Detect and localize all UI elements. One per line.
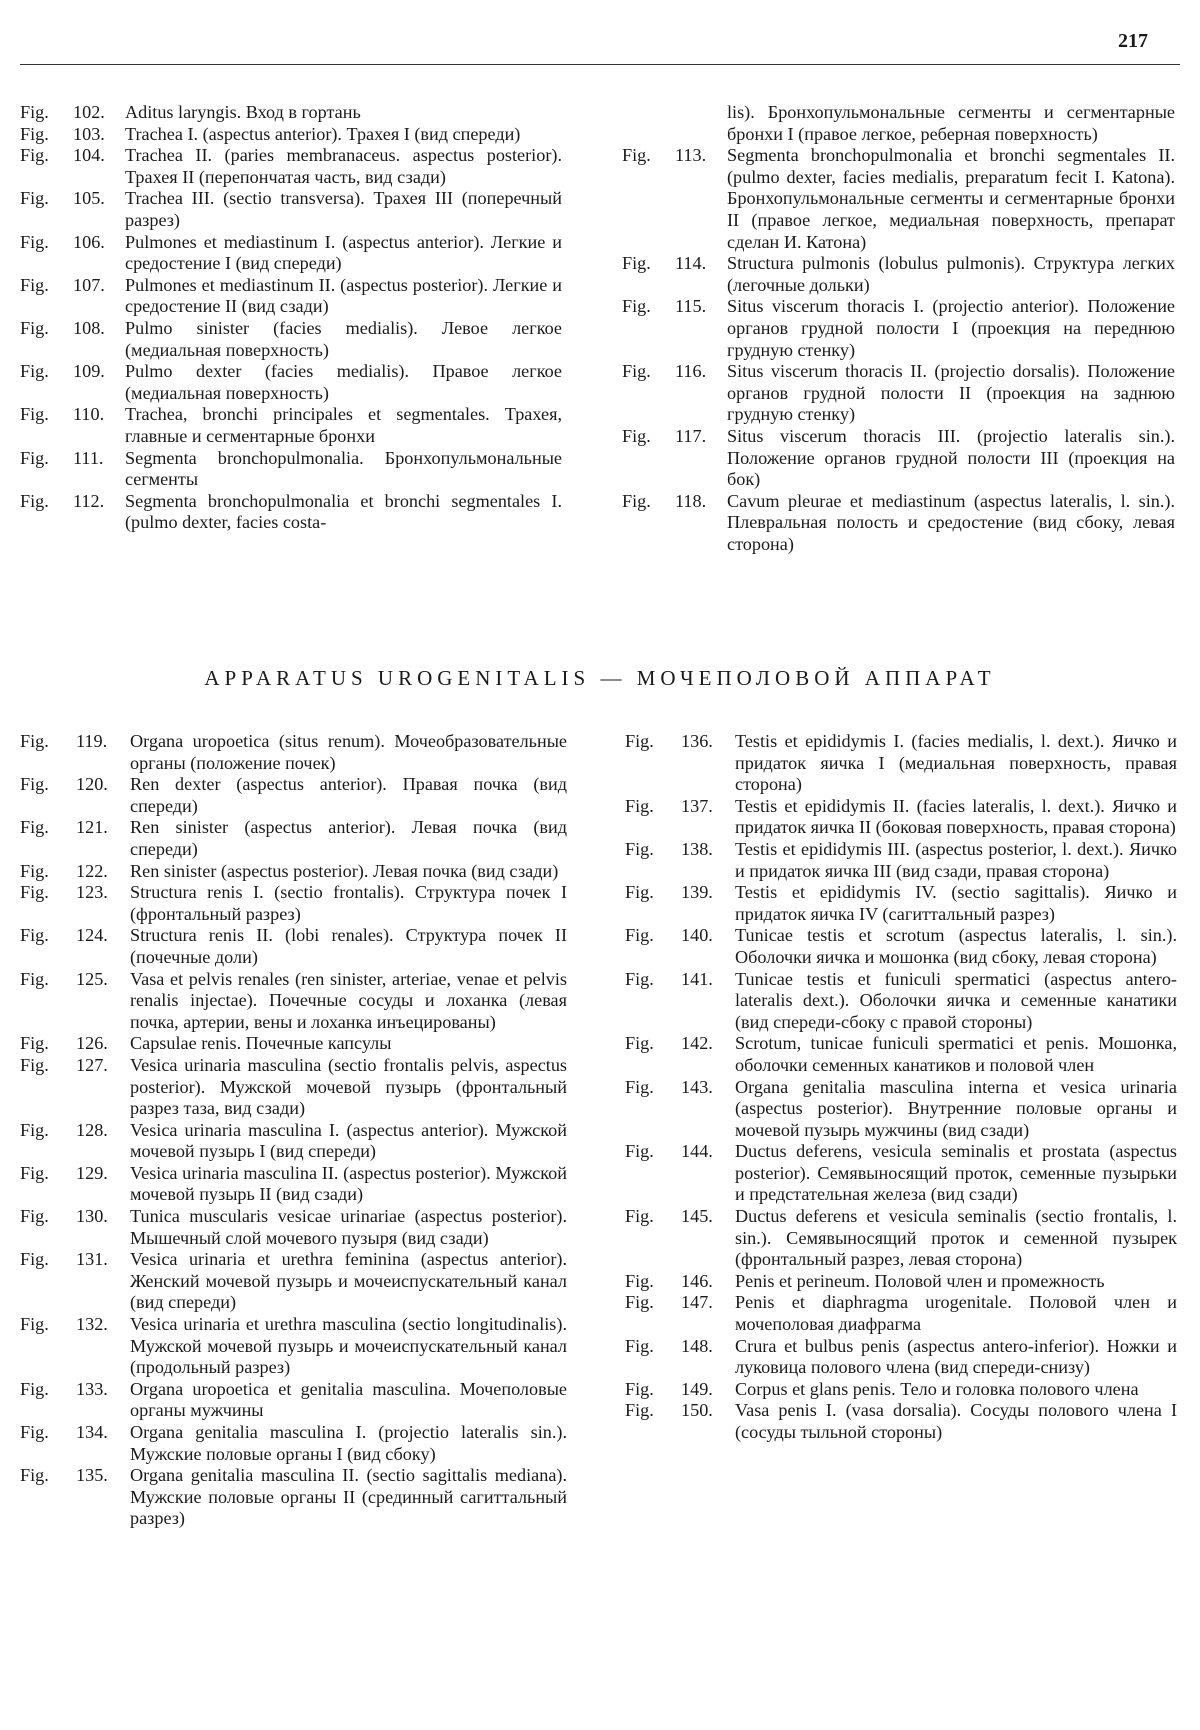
figure-number: 119. <box>76 731 108 751</box>
figure-number: 103. <box>73 123 105 144</box>
figure-entry <box>20 1033 567 1055</box>
figure-caption: Ductus deferens, vesicula seminalis et prostata (aspectus posterior). Семявыносящий проток, семенные пузырьки и предстательная железа (вид сзади) <box>735 1141 1177 1205</box>
figure-number: 125. <box>76 968 108 989</box>
figure-number: 133. <box>76 1378 108 1399</box>
figure-prefix: Fig. <box>20 231 49 252</box>
figure-number: 126. <box>76 1033 108 1054</box>
figure-number: 143. <box>681 1076 713 1097</box>
figure-prefix: Fig. <box>20 925 49 946</box>
figure-prefix: Fig. <box>20 361 49 382</box>
figure-caption: Organa uropoetica et genitalia masculina. Мочеполовые органы мужчины <box>130 1378 567 1421</box>
figure-number: 102. <box>73 102 105 122</box>
figure-entry <box>625 1141 1177 1206</box>
figure-number: 140. <box>681 925 713 946</box>
figure-number: 141. <box>681 968 713 989</box>
continued-entry-text: lis). Бронхопульмональные сегменты и сегментарные бронхи I (правое легкое, реберная поверхность) <box>727 102 1175 144</box>
figure-caption: Penis et diaphragma urogenitale. Половой член и мочеполовая диафрагма <box>735 1292 1177 1335</box>
figure-prefix: Fig. <box>20 1378 49 1399</box>
figure-prefix: Fig. <box>20 1119 49 1140</box>
figure-caption: Vesica urinaria masculina I. (aspectus anterior). Мужской мочевой пузырь I (вид спереди) <box>130 1119 567 1162</box>
figure-entry <box>622 361 1175 426</box>
figure-prefix: Fig. <box>20 860 49 881</box>
figure-number: 121. <box>76 817 108 838</box>
figure-prefix: Fig. <box>20 882 49 903</box>
figure-entry <box>622 491 1175 556</box>
figure-prefix: Fig. <box>622 361 651 382</box>
figure-caption: Scrotum, tunicae funiculi spermatici et penis. Мошонка, оболочки семенных канатиков и половой член <box>735 1033 1177 1075</box>
figure-number: 110. <box>73 404 105 425</box>
figure-caption: Vasa et pelvis renales (ren sinister, arteriae, venae et pelvis renalis injectae). Почечные сосуды и лоханка (левая почка, артерии, вены и лоханка инъецированы) <box>130 968 567 1032</box>
figure-entry <box>20 188 562 231</box>
figure-entry <box>20 275 562 318</box>
figure-prefix: Fig. <box>625 1400 654 1421</box>
figure-number: 114. <box>675 253 707 274</box>
figure-entry <box>625 1400 1177 1443</box>
figure-caption: Testis et epididymis I. (facies medialis, l. dext.). Яичко и придаток яичка I (медиальная поверхность, правая сторона) <box>735 731 1177 795</box>
figure-entry <box>20 491 562 534</box>
figure-entry <box>625 839 1177 882</box>
figure-entry <box>625 1077 1177 1142</box>
figure-caption: Testis et epididymis III. (aspectus posterior, l. dext.). Яичко и придаток яичка III (вид сзади, правая сторона) <box>735 838 1177 881</box>
upper-right-column <box>622 102 1175 555</box>
figure-prefix: Fig. <box>625 1076 654 1097</box>
figure-caption: Testis et epididymis IV. (sectio sagittalis). Яичко и придаток яичка IV (сагиттальный разрез) <box>735 882 1177 924</box>
figure-prefix: Fig. <box>20 1054 49 1075</box>
figure-caption: Vesica urinaria masculina (sectio frontalis pelvis, aspectus posterior). Мужской мочевой пузырь (фронтальный разрез таза, вид сзади) <box>130 1054 567 1119</box>
figure-caption: Segmenta bronchopulmonalia. Бронхопульмональные сегменты <box>125 447 562 490</box>
figure-prefix: Fig. <box>622 296 651 317</box>
section-title: APPARATUS UROGENITALIS — МОЧЕПОЛОВОЙ АППАРАТ <box>204 666 996 690</box>
figure-prefix: Fig. <box>20 274 49 295</box>
figure-caption: Trachea, bronchi principales et segmentales. Трахея, главные и сегментарные бронхи <box>125 404 562 446</box>
figure-number: 107. <box>73 274 105 295</box>
figure-prefix: Fig. <box>20 1249 49 1270</box>
figure-caption: Vasa penis I. (vasa dorsalia). Сосуды полового члена I (сосуды тыльной стороны) <box>735 1400 1177 1442</box>
header-rule <box>20 64 1180 65</box>
lower-right-column <box>625 731 1177 1444</box>
figure-caption: Organa genitalia masculina II. (sectio sagittalis mediana). Мужские половые органы II (срединный сагиттальный разрез) <box>130 1465 567 1529</box>
figure-number: 116. <box>675 361 707 382</box>
figure-entry <box>622 145 1175 253</box>
page-number: 217 <box>1118 30 1148 52</box>
figure-prefix: Fig. <box>20 447 49 468</box>
figure-number: 145. <box>681 1206 713 1227</box>
figure-caption: Testis et epididymis II. (facies lateralis, l. dext.). Яичко и придаток яичка II (боковая поверхность, правая сторона) <box>735 795 1177 838</box>
figure-prefix: Fig. <box>625 925 654 946</box>
figure-caption: Situs viscerum thoracis I. (projectio anterior). Положение органов грудной полости I (проекция на переднюю грудную стенку) <box>727 296 1175 360</box>
upper-left-column <box>20 102 562 534</box>
figure-prefix: Fig. <box>625 1141 654 1162</box>
figure-entry <box>20 1379 567 1422</box>
figure-number: 150. <box>681 1400 713 1421</box>
figure-number: 129. <box>76 1162 108 1183</box>
figure-entry <box>20 1120 567 1163</box>
figure-caption: Pulmones et mediastinum I. (aspectus anterior). Легкие и средостение I (вид спереди) <box>125 231 562 274</box>
figure-number: 144. <box>681 1141 713 1162</box>
figure-caption: Pulmo dexter (facies medialis). Правое легкое (медиальная поверхность) <box>125 361 562 403</box>
figure-entry <box>20 361 562 404</box>
figure-entry <box>20 817 567 860</box>
figure-number: 118. <box>675 490 707 511</box>
figure-number: 131. <box>76 1249 108 1270</box>
figure-prefix: Fig. <box>20 123 49 144</box>
figure-caption: Penis et perineum. Половой член и промежность <box>735 1270 1105 1291</box>
figure-entry <box>20 925 567 968</box>
figure-caption: Vesica urinaria masculina II. (aspectus posterior). Мужской мочевой пузырь II (вид сзади) <box>130 1162 567 1205</box>
figure-caption: Structura renis II. (lobi renales). Структура почек II (почечные доли) <box>130 925 567 967</box>
figure-prefix: Fig. <box>20 145 49 166</box>
figure-caption: Situs viscerum thoracis III. (projectio lateralis sin.). Положение органов грудной полости III (проекция на бок) <box>727 425 1175 490</box>
figure-prefix: Fig. <box>622 490 651 511</box>
figure-number: 106. <box>73 231 105 252</box>
figure-entry <box>625 796 1177 839</box>
figure-caption: Vesica urinaria et urethra masculina (sectio longitudinalis). Мужской мочевой пузырь и мочеиспускательный канал (продольный разрез) <box>130 1314 567 1378</box>
figure-entry <box>625 925 1177 968</box>
figure-number: 115. <box>675 296 707 317</box>
figure-prefix: Fig. <box>20 490 49 511</box>
figure-entry <box>20 1055 567 1120</box>
figure-entry <box>625 1379 1177 1401</box>
figure-number: 123. <box>76 882 108 903</box>
figure-entry <box>20 774 567 817</box>
figure-prefix: Fig. <box>625 1378 654 1399</box>
figure-prefix: Fig. <box>625 1270 654 1291</box>
figure-caption: Trachea II. (paries membranaceus. aspectus posterior). Трахея II (перепончатая часть, вид сзади) <box>125 145 562 187</box>
figure-caption: Tunica muscularis vesicae urinariae (aspectus posterior). Мышечный слой мочевого пузыря (вид сзади) <box>130 1206 567 1248</box>
figure-entry <box>625 1206 1177 1271</box>
figure-prefix: Fig. <box>622 145 651 166</box>
figure-number: 139. <box>681 882 713 903</box>
figure-number: 104. <box>73 145 105 166</box>
figure-number: 122. <box>76 860 108 881</box>
figure-caption: Vesica urinaria et urethra feminina (aspectus anterior). Женский мочевой пузырь и мочеиспускательный канал (вид спереди) <box>130 1249 567 1313</box>
figure-number: 134. <box>76 1422 108 1442</box>
figure-caption: Tunicae testis et funiculi spermatici (aspectus antero-lateralis dext.). Оболочки яичка и семенные канатики (вид спереди-сбоку с правой стороны) <box>735 968 1177 1032</box>
figure-number: 147. <box>681 1292 713 1313</box>
figure-prefix: Fig. <box>20 317 49 338</box>
figure-entry <box>20 861 567 883</box>
figure-entry <box>622 296 1175 361</box>
figure-caption: Ren dexter (aspectus anterior). Правая почка (вид спереди) <box>130 774 567 816</box>
figure-entry <box>625 731 1177 796</box>
figure-number: 142. <box>681 1033 713 1054</box>
figure-entry <box>622 426 1175 491</box>
figure-caption: Organa genitalia masculina I. (projectio lateralis sin.). Мужские половые органы I (вид сбоку) <box>130 1422 567 1464</box>
figure-caption: Corpus et glans penis. Тело и головка полового члена <box>735 1378 1139 1399</box>
figure-prefix: Fig. <box>625 1292 654 1313</box>
figure-caption: Capsulae renis. Почечные капсулы <box>130 1033 392 1054</box>
lower-left-column <box>20 731 567 1530</box>
figure-number: 117. <box>675 425 707 446</box>
figure-number: 111. <box>73 447 104 468</box>
figure-prefix: Fig. <box>20 1162 49 1183</box>
figure-caption: Crura et bulbus penis (aspectus antero-inferior). Ножки и луковица полового члена (вид спереди-снизу) <box>735 1335 1177 1378</box>
figure-caption: Tunicae testis et scrotum (aspectus lateralis, l. sin.). Оболочки яичка и мошонка (вид сбоку, левая сторона) <box>735 925 1177 967</box>
figure-entry <box>20 124 562 146</box>
figure-prefix: Fig. <box>625 882 654 903</box>
figure-prefix: Fig. <box>20 188 49 209</box>
figure-entry <box>20 448 562 491</box>
figure-caption: Organa uropoetica (situs renum). Мочеобразовательные органы (положение почек) <box>130 731 567 773</box>
figure-entry <box>20 731 567 774</box>
figure-entry <box>20 1206 567 1249</box>
figure-caption: Ren sinister (aspectus anterior). Левая почка (вид спереди) <box>130 817 567 859</box>
figure-prefix: Fig. <box>20 731 49 751</box>
figure-prefix: Fig. <box>20 102 49 122</box>
figure-entry <box>20 404 562 447</box>
figure-number: 108. <box>73 317 105 338</box>
figure-entry <box>625 1292 1177 1335</box>
figure-entry <box>20 1163 567 1206</box>
figure-prefix: Fig. <box>20 404 49 425</box>
figure-caption: Pulmo sinister (facies medialis). Левое легкое (медиальная поверхность) <box>125 317 562 360</box>
figure-caption: Cavum pleurae et mediastinum (aspectus lateralis, l. sin.). Плевральная полость и средостение (вид сбоку, левая сторона) <box>727 490 1175 554</box>
figure-caption: Trachea I. (aspectus anterior). Трахея I (вид спереди) <box>125 123 521 144</box>
figure-entry <box>622 253 1175 296</box>
figure-entry <box>20 1314 567 1379</box>
figure-prefix: Fig. <box>20 774 49 795</box>
figure-number: 130. <box>76 1206 108 1227</box>
figure-entry <box>625 1033 1177 1076</box>
figure-prefix: Fig. <box>622 253 651 274</box>
figure-prefix: Fig. <box>625 838 654 859</box>
figure-entry <box>20 318 562 361</box>
figure-number: 148. <box>681 1335 713 1356</box>
figure-prefix: Fig. <box>622 425 651 446</box>
figure-number: 128. <box>76 1119 108 1140</box>
figure-prefix: Fig. <box>20 1033 49 1054</box>
figure-number: 109. <box>73 361 105 382</box>
figure-prefix: Fig. <box>20 1465 49 1486</box>
figure-number: 113. <box>675 145 707 166</box>
figure-entry <box>20 882 567 925</box>
figure-caption: Pulmones et mediastinum II. (aspectus posterior). Легкие и средостение II (вид сзади) <box>125 274 562 317</box>
figure-entry <box>625 1271 1177 1293</box>
figure-caption: Structura renis I. (sectio frontalis). Структура почек I (фронтальный разрез) <box>130 882 567 924</box>
figure-entry <box>20 145 562 188</box>
figure-number: 135. <box>76 1465 108 1486</box>
figure-prefix: Fig. <box>625 731 654 751</box>
figure-caption: Segmenta bronchopulmonalia et bronchi segmentales I. (pulmo dexter, facies costa- <box>125 490 562 533</box>
figure-entry <box>625 882 1177 925</box>
figure-entry <box>625 969 1177 1034</box>
figure-entry <box>20 1249 567 1314</box>
figure-number: 138. <box>681 838 713 859</box>
figure-prefix: Fig. <box>625 1206 654 1227</box>
figure-prefix: Fig. <box>625 795 654 816</box>
figure-number: 137. <box>681 795 713 816</box>
figure-entry <box>20 232 562 275</box>
figure-prefix: Fig. <box>625 1033 654 1054</box>
figure-number: 149. <box>681 1378 713 1399</box>
figure-caption: Aditus laryngis. Вход в гортань <box>125 102 361 122</box>
figure-entry <box>20 102 562 124</box>
figure-number: 146. <box>681 1270 713 1291</box>
figure-number: 132. <box>76 1314 108 1335</box>
figure-number: 136. <box>681 731 713 751</box>
figure-prefix: Fig. <box>20 817 49 838</box>
figure-prefix: Fig. <box>625 1335 654 1356</box>
figure-caption: Structura pulmonis (lobulus pulmonis). Структура легких (легочные дольки) <box>727 253 1175 295</box>
upper-right-entries <box>622 145 1175 555</box>
figure-caption: Organa genitalia masculina interna et vesica urinaria (aspectus posterior). Внутренние половые органы и мочевой пузырь мужчины (вид сзади) <box>735 1076 1177 1140</box>
figure-prefix: Fig. <box>20 968 49 989</box>
figure-number: 127. <box>76 1054 108 1075</box>
figure-caption: Ductus deferens et vesicula seminalis (sectio frontalis, l. sin.). Семявыносящий проток и семенной пузырек (фронтальный разрез, левая сторона) <box>735 1206 1177 1270</box>
figure-number: 120. <box>76 774 108 795</box>
figure-entry <box>20 1465 567 1530</box>
figure-caption: Segmenta bronchopulmonalia et bronchi segmentales II. (pulmo dexter, facies medialis, preparatum fecit I. Katona). Бронхопульмональные сегменты и сегментарные бронхи II (правое легкое, медиальная поверхность, препарат сделан И. Катона) <box>727 145 1175 252</box>
figure-caption: Trachea III. (sectio transversa). Трахея III (поперечный разрез) <box>125 188 562 230</box>
figure-number: 105. <box>73 188 105 209</box>
figure-prefix: Fig. <box>625 968 654 989</box>
figure-number: 112. <box>73 490 105 511</box>
figure-caption: Ren sinister (aspectus posterior). Левая почка (вид сзади) <box>130 860 559 881</box>
figure-caption: Situs viscerum thoracis II. (projectio dorsalis). Положение органов грудной полости II (проекция на заднюю грудную стенку) <box>727 361 1175 425</box>
figure-entry <box>20 1422 567 1465</box>
figure-prefix: Fig. <box>20 1422 49 1442</box>
figure-entry <box>20 969 567 1034</box>
figure-number: 124. <box>76 925 108 946</box>
figure-prefix: Fig. <box>20 1314 49 1335</box>
figure-entry <box>625 1336 1177 1379</box>
figure-prefix: Fig. <box>20 1206 49 1227</box>
